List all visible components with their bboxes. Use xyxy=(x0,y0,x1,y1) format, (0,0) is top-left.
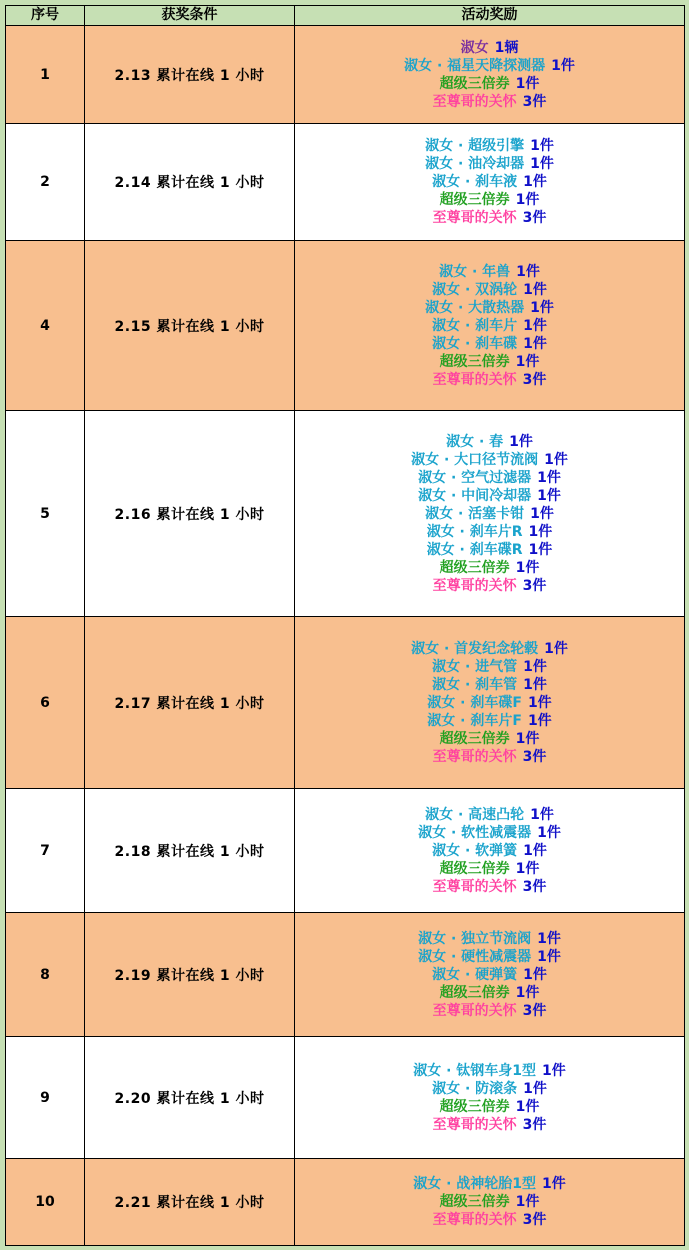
reward-item xyxy=(295,640,684,658)
award-condition: 2.17 累计在线 1 小时 xyxy=(85,617,295,789)
reward-item xyxy=(295,93,684,111)
reward-name: 至尊哥的关怀 xyxy=(432,878,517,895)
award-condition: 2.14 累计在线 1 小时 xyxy=(85,124,295,241)
reward-quantity: 1件 xyxy=(523,966,547,983)
reward-name: 至尊哥的关怀 xyxy=(432,1002,517,1019)
reward-item xyxy=(295,191,684,209)
reward-quantity: 1件 xyxy=(542,1176,566,1192)
award-condition: 2.18 累计在线 1 小时 xyxy=(85,789,295,913)
reward-quantity: 1件 xyxy=(515,984,540,1001)
reward-quantity: 1件 xyxy=(515,353,540,370)
row-number: 7 xyxy=(6,789,85,913)
reward-item xyxy=(295,658,684,676)
reward-quantity: 1件 xyxy=(527,694,552,711)
reward-quantity: 1件 xyxy=(528,523,553,540)
reward-item xyxy=(295,155,684,173)
reward-quantity: 1件 xyxy=(537,487,561,504)
reward-quantity: 1件 xyxy=(530,156,554,172)
reward-item xyxy=(295,433,684,451)
reward-name: 至尊哥的关怀 xyxy=(432,371,517,388)
reward-name: 淑女 · 防滚条 xyxy=(432,1080,518,1097)
reward-name: 至尊哥的关怀 xyxy=(432,93,517,110)
reward-item xyxy=(295,577,684,595)
reward-name: 超级三倍券 xyxy=(439,559,510,576)
reward-quantity: 3件 xyxy=(522,93,547,110)
reward-quantity: 1件 xyxy=(516,263,540,280)
table-row xyxy=(6,26,685,124)
reward-list xyxy=(295,1037,685,1159)
reward-name: 淑女 · 进气管 xyxy=(432,658,518,675)
reward-name: 淑女 · 年兽 xyxy=(439,263,511,280)
reward-item xyxy=(295,1062,684,1080)
reward-item xyxy=(295,930,684,948)
reward-quantity: 1件 xyxy=(523,658,547,675)
row-number: 6 xyxy=(6,617,85,789)
reward-item xyxy=(295,263,684,281)
reward-item xyxy=(295,353,684,371)
reward-name: 超级三倍券 xyxy=(439,984,510,1001)
reward-item xyxy=(295,559,684,577)
table-row xyxy=(6,124,685,241)
award-condition: 2.15 累计在线 1 小时 xyxy=(85,241,295,411)
reward-name: 至尊哥的关怀 xyxy=(432,1212,517,1228)
reward-quantity: 1件 xyxy=(523,842,547,859)
reward-quantity: 1件 xyxy=(515,559,540,576)
reward-name: 至尊哥的关怀 xyxy=(432,577,517,594)
reward-name: 淑女 · 中间冷却器 xyxy=(418,487,532,504)
reward-name: 淑女 · 硬性减震器 xyxy=(418,948,532,965)
reward-quantity: 1件 xyxy=(515,1194,540,1210)
reward-name: 淑女 · 钛钢车身1型 xyxy=(413,1062,537,1079)
reward-item xyxy=(295,505,684,523)
reward-quantity: 1件 xyxy=(509,433,533,450)
reward-item xyxy=(295,137,684,155)
reward-item xyxy=(295,842,684,860)
reward-quantity: 1件 xyxy=(515,75,540,92)
reward-item xyxy=(295,469,684,487)
reward-item xyxy=(295,676,684,694)
reward-item xyxy=(295,1193,684,1211)
reward-item xyxy=(295,541,684,559)
row-number: 2 xyxy=(6,124,85,241)
reward-list xyxy=(295,789,685,913)
reward-name: 淑女 · 刹车碟 xyxy=(432,335,518,352)
reward-quantity: 1件 xyxy=(544,451,568,468)
row-number: 8 xyxy=(6,913,85,1037)
reward-name: 淑女 · 刹车片F xyxy=(427,712,522,729)
header-row xyxy=(6,6,685,26)
reward-list xyxy=(295,411,685,617)
award-condition: 2.19 累计在线 1 小时 xyxy=(85,913,295,1037)
reward-quantity: 3件 xyxy=(522,1002,547,1019)
reward-quantity: 1件 xyxy=(537,930,561,947)
reward-quantity: 1件 xyxy=(523,174,547,190)
reward-name: 淑女 · 刹车碟F xyxy=(427,694,522,711)
row-number: 1 xyxy=(6,26,85,124)
award-condition: 2.20 累计在线 1 小时 xyxy=(85,1037,295,1159)
reward-quantity: 1件 xyxy=(523,1080,547,1097)
reward-quantity: 1件 xyxy=(523,317,547,334)
reward-name: 淑女 · 刹车片R xyxy=(426,523,523,540)
reward-name: 淑女 · 首发纪念轮毂 xyxy=(411,640,539,657)
reward-list xyxy=(295,124,685,241)
reward-list xyxy=(295,241,685,411)
reward-name: 淑女 · 软弹簧 xyxy=(432,842,518,859)
row-number: 5 xyxy=(6,411,85,617)
reward-quantity: 1件 xyxy=(537,948,561,965)
reward-name: 淑女 · 超级引擎 xyxy=(425,138,525,154)
reward-name: 淑女 · 战神轮胎1型 xyxy=(413,1176,537,1192)
reward-name: 至尊哥的关怀 xyxy=(432,1116,517,1133)
reward-name: 淑女 · 大口径节流阀 xyxy=(411,451,539,468)
table-row xyxy=(6,617,685,789)
reward-item xyxy=(295,487,684,505)
reward-item xyxy=(295,860,684,878)
reward-item xyxy=(295,878,684,896)
reward-quantity: 1辆 xyxy=(494,39,519,56)
reward-item xyxy=(295,281,684,299)
reward-quantity: 3件 xyxy=(522,577,547,594)
rewards-table xyxy=(5,5,685,1246)
reward-quantity: 1件 xyxy=(523,335,547,352)
reward-item xyxy=(295,694,684,712)
reward-name: 淑女 · 福星天降探测器 xyxy=(404,57,546,74)
reward-item xyxy=(295,1098,684,1116)
reward-name: 淑女 · 独立节流阀 xyxy=(418,930,532,947)
row-number: 10 xyxy=(6,1159,85,1246)
award-condition: 2.13 累计在线 1 小时 xyxy=(85,26,295,124)
reward-quantity: 1件 xyxy=(515,192,540,208)
reward-quantity: 1件 xyxy=(530,505,554,522)
award-condition: 2.16 累计在线 1 小时 xyxy=(85,411,295,617)
reward-name: 超级三倍券 xyxy=(439,860,510,877)
reward-name: 超级三倍券 xyxy=(439,75,510,92)
header-no: 序号 xyxy=(6,6,85,26)
header-condition: 获奖条件 xyxy=(85,6,295,26)
reward-item xyxy=(295,173,684,191)
reward-quantity: 1件 xyxy=(537,824,561,841)
reward-name: 淑女 · 刹车液 xyxy=(432,174,518,190)
reward-name: 超级三倍券 xyxy=(439,730,510,747)
reward-quantity: 1件 xyxy=(528,541,553,558)
reward-item xyxy=(295,748,684,766)
reward-name: 超级三倍券 xyxy=(439,192,510,208)
reward-name: 淑女 · 油冷却器 xyxy=(425,156,525,172)
reward-item xyxy=(295,299,684,317)
reward-list xyxy=(295,617,685,789)
row-number: 9 xyxy=(6,1037,85,1159)
reward-name: 至尊哥的关怀 xyxy=(432,210,517,226)
reward-quantity: 3件 xyxy=(522,1116,547,1133)
reward-item xyxy=(295,1116,684,1134)
table-row xyxy=(6,1037,685,1159)
award-condition: 2.21 累计在线 1 小时 xyxy=(85,1159,295,1246)
reward-item xyxy=(295,39,684,57)
reward-quantity: 3件 xyxy=(522,210,547,226)
reward-list xyxy=(295,26,685,124)
reward-item xyxy=(295,948,684,966)
reward-quantity: 1件 xyxy=(530,806,554,823)
reward-name: 淑女 · 春 xyxy=(446,433,504,450)
reward-item xyxy=(295,730,684,748)
reward-item xyxy=(295,824,684,842)
reward-name: 淑女 · 活塞卡钳 xyxy=(425,505,525,522)
header-reward: 活动奖励 xyxy=(295,6,685,26)
table-row xyxy=(6,789,685,913)
reward-item xyxy=(295,1002,684,1020)
reward-list xyxy=(295,1159,685,1246)
reward-item xyxy=(295,966,684,984)
reward-quantity: 1件 xyxy=(527,712,552,729)
reward-item xyxy=(295,371,684,389)
reward-item xyxy=(295,75,684,93)
reward-quantity: 1件 xyxy=(537,469,561,486)
table-row xyxy=(6,241,685,411)
reward-quantity: 1件 xyxy=(530,138,554,154)
reward-name: 淑女 · 空气过滤器 xyxy=(418,469,532,486)
table-body xyxy=(6,26,685,1246)
reward-quantity: 1件 xyxy=(515,730,540,747)
reward-quantity: 1件 xyxy=(515,1098,540,1115)
reward-quantity: 1件 xyxy=(544,640,568,657)
reward-name: 淑女 · 双涡轮 xyxy=(432,281,518,298)
reward-quantity: 1件 xyxy=(551,57,575,74)
reward-item xyxy=(295,209,684,227)
reward-item xyxy=(295,1175,684,1193)
reward-item xyxy=(295,984,684,1002)
reward-name: 淑女 xyxy=(460,39,489,56)
reward-item xyxy=(295,1211,684,1229)
row-number: 4 xyxy=(6,241,85,411)
reward-name: 超级三倍券 xyxy=(439,353,510,370)
reward-name: 淑女 · 软性减震器 xyxy=(418,824,532,841)
reward-item xyxy=(295,1080,684,1098)
reward-name: 淑女 · 硬弹簧 xyxy=(432,966,518,983)
reward-item xyxy=(295,806,684,824)
table-row xyxy=(6,913,685,1037)
reward-item xyxy=(295,57,684,75)
reward-quantity: 1件 xyxy=(530,299,554,316)
reward-quantity: 3件 xyxy=(522,1212,547,1228)
reward-name: 超级三倍券 xyxy=(439,1194,510,1210)
reward-item xyxy=(295,335,684,353)
reward-name: 超级三倍券 xyxy=(439,1098,510,1115)
reward-item xyxy=(295,317,684,335)
reward-quantity: 1件 xyxy=(515,860,540,877)
reward-list xyxy=(295,913,685,1037)
reward-quantity: 1件 xyxy=(542,1062,566,1079)
reward-name: 淑女 · 大散热器 xyxy=(425,299,525,316)
reward-name: 淑女 · 刹车碟R xyxy=(426,541,523,558)
reward-item xyxy=(295,712,684,730)
table-row xyxy=(6,411,685,617)
reward-name: 至尊哥的关怀 xyxy=(432,748,517,765)
reward-item xyxy=(295,451,684,469)
reward-quantity: 1件 xyxy=(523,281,547,298)
reward-quantity: 3件 xyxy=(522,371,547,388)
reward-quantity: 3件 xyxy=(522,748,547,765)
reward-item xyxy=(295,523,684,541)
reward-name: 淑女 · 刹车管 xyxy=(432,676,518,693)
reward-name: 淑女 · 高速凸轮 xyxy=(425,806,525,823)
reward-quantity: 1件 xyxy=(523,676,547,693)
reward-quantity: 3件 xyxy=(522,878,547,895)
reward-name: 淑女 · 刹车片 xyxy=(432,317,518,334)
table-row xyxy=(6,1159,685,1246)
